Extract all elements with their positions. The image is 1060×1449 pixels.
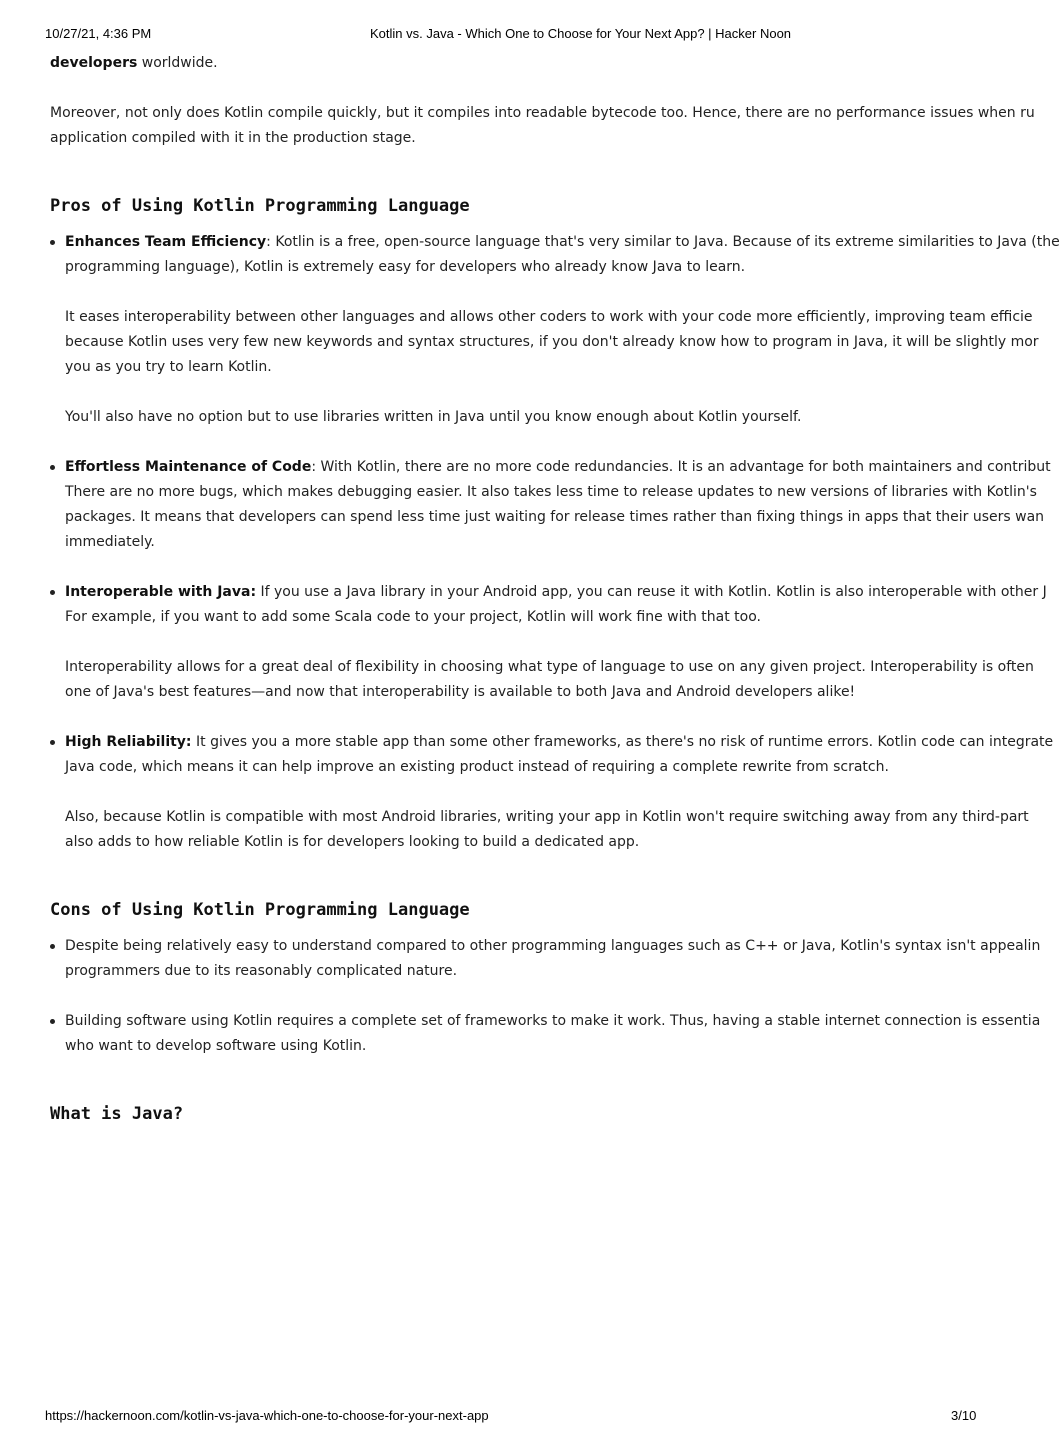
paragraph-line: There are no more bugs, which makes debugging easier. It also takes less time to release updates to new versions of libraries with Kotlin's: [65, 484, 1037, 500]
cons-heading: Cons of Using Kotlin Programming Language: [50, 900, 470, 920]
bullet-icon: [50, 740, 55, 745]
paragraph-line: immediately.: [65, 534, 155, 550]
list-item: [50, 580, 1047, 705]
paragraph-line: [65, 455, 1051, 480]
paragraph-line: because Kotlin uses very few new keywords and syntax structures, if you don't already know how to program in Java, it will be slightly mor: [65, 334, 1039, 350]
item-paragraph: [65, 305, 1039, 380]
item-term: High Reliability:: [65, 734, 192, 750]
paragraph-line: one of Java's best features—and now that interoperability is available to both Java and Android developers alike!: [65, 684, 856, 700]
list-item: [50, 730, 1054, 855]
paragraph-line: programmers due to its reasonably complicated nature.: [65, 963, 458, 979]
item-text: : With Kotlin, there are no more code redundancies. It is an advantage for both maintainers and contribut: [311, 459, 1051, 475]
paragraph-line: For example, if you want to add some Scala code to your project, Kotlin will work fine with that too.: [65, 609, 762, 625]
java-heading: What is Java?: [50, 1104, 184, 1124]
item-text: : Kotlin is a free, open-source language that's very similar to Java. Because of its extreme similarities to Java (the: [266, 234, 1060, 250]
item-text: It gives you a more stable app than some other frameworks, as there's no risk of runtime errors. Kotlin code can integrate: [191, 734, 1054, 750]
bullet-icon: [50, 590, 55, 595]
paragraph-line: Interoperability allows for a great deal of flexibility in choosing what type of language to use on any given project. Interoperability is often: [65, 659, 1034, 675]
list-item: [50, 934, 1041, 984]
item-term: Interoperable with Java:: [65, 584, 257, 600]
page-number: 3/10: [951, 1408, 977, 1423]
paragraph-line: Despite being relatively easy to understand compared to other programming languages such as C++ or Java, Kotlin's syntax isn't appealin: [65, 938, 1041, 954]
list-item: [50, 455, 1051, 555]
print-header: [0, 26, 1024, 42]
paragraph-line: programming language), Kotlin is extremely easy for developers who already know Java to learn.: [65, 259, 746, 275]
print-datetime: 10/27/21, 4:36 PM: [45, 26, 152, 41]
bullet-icon: [50, 465, 55, 470]
page-url: https://hackernoon.com/kotlin-vs-java-which-one-to-choose-for-your-next-app: [45, 1408, 489, 1423]
paragraph-line: Also, because Kotlin is compatible with most Android libraries, writing your app in Kotlin won't require switching away from any third-part: [65, 809, 1029, 825]
cons-list: [50, 934, 1041, 1059]
bullet-icon: [50, 944, 55, 949]
item-term: Enhances Team Efficiency: [65, 234, 267, 250]
pros-heading: Pros of Using Kotlin Programming Language: [50, 196, 470, 216]
pros-list: [50, 230, 1060, 855]
paragraph-line: application compiled with it in the production stage.: [50, 130, 416, 146]
paragraph-line: packages. It means that developers can spend less time just waiting for release times rather than fixing things in apps that their users wan: [65, 509, 1045, 525]
bullet-icon: [50, 240, 55, 245]
intro-bold-word: developers: [50, 55, 138, 71]
print-footer: [0, 1408, 1024, 1424]
intro-rest: worldwide.: [137, 55, 218, 71]
list-item: [50, 230, 1060, 430]
paragraph-line: It eases interoperability between other languages and allows other coders to work with your code more efficiently, improving team efficie: [65, 309, 1033, 325]
intro-continuation: [50, 51, 976, 76]
print-page-title: Kotlin vs. Java - Which One to Choose for Your Next App? | Hacker Noon: [370, 26, 792, 41]
paragraph-line: [65, 230, 1060, 255]
bullet-icon: [50, 1019, 55, 1024]
paragraph-line: Moreover, not only does Kotlin compile quickly, but it compiles into readable bytecode too. Hence, there are no performance issues when ru: [50, 105, 1035, 121]
item-paragraph: [65, 655, 1034, 705]
item-paragraph: [65, 405, 976, 430]
paragraph-line: [65, 730, 1054, 755]
paragraph-line: Java code, which means it can help improve an existing product instead of requiring a complete rewrite from scratch.: [65, 759, 889, 775]
item-paragraph: [65, 805, 1029, 855]
item-term: Effortless Maintenance of Code: [65, 459, 312, 475]
intro-paragraph: [50, 101, 1035, 151]
paragraph-line: who want to develop software using Kotlin.: [65, 1038, 367, 1054]
list-item: [50, 1009, 1041, 1059]
paragraph-line: Building software using Kotlin requires a complete set of frameworks to make it work. Thus, having a stable internet connection is essentia: [65, 1013, 1041, 1029]
paragraph-line: you as you try to learn Kotlin.: [65, 359, 272, 375]
paragraph-line: [65, 580, 1047, 605]
article-content: [50, 51, 1060, 1151]
paragraph-line: also adds to how reliable Kotlin is for developers looking to build a dedicated app.: [65, 834, 640, 850]
paragraph-line: You'll also have no option but to use libraries written in Java until you know enough about Kotlin yourself.: [65, 409, 802, 425]
item-text: If you use a Java library in your Android app, you can reuse it with Kotlin. Kotlin is also interoperable with other J: [256, 584, 1047, 600]
